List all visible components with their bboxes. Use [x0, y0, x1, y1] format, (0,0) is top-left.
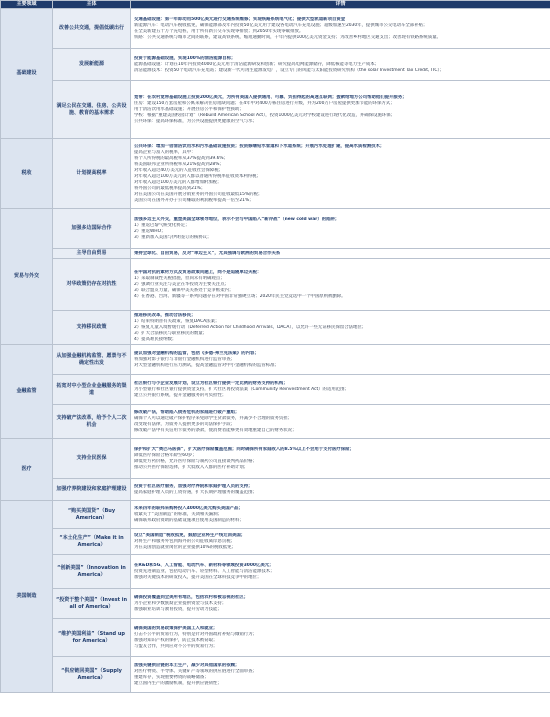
table-row	[1, 81, 550, 139]
subject-cell: “维护美国利益”（Stand up for America）	[53, 619, 131, 657]
details-cell	[131, 657, 550, 693]
detail-line: 建立公共银行系统，提升金融服务的可负担性；	[134, 392, 227, 398]
detail-line: 加强对关键技术的研发投入，提升美国在全球科技竞争中的地位；	[134, 574, 262, 580]
detail-line: 保护和扩大“奥巴马医保”，扩大医疗保险覆盖范围；同时确保所有家庭收入的8.5%以上不会用于支付医疗保险；	[134, 446, 354, 452]
detail-line: 在R&D和5G、人工智能、电动汽车、新材料等领域投资3000亿美元；	[134, 562, 274, 568]
subject-cell: 主导自由贸易	[53, 249, 131, 259]
detail-line: 新能源汽车：电动汽车税收抵免，确保能源部及年内投资50亿美元用于建设各电动汽车充电设施；超级加速至2030年，提供城市公交电动车全部补贴；	[134, 22, 428, 28]
detail-line: 将外国公司的最低税率提高到21%；	[134, 185, 206, 191]
detail-line: 为小型银行和社区银行提供资金支持，扩大社区再投资法案（Community Reinvestment Act）的适用范围；	[134, 386, 349, 392]
details-cell	[131, 249, 550, 259]
details-cell	[131, 49, 550, 81]
subject-cell: 加强多边国际合作	[53, 209, 131, 249]
section-label: 贸易与外交	[1, 209, 53, 345]
header-subject: 主体	[53, 1, 131, 9]
subject-cell: “本土化生产”（Make it in America）	[53, 529, 131, 555]
detail-line: 用于清洁饮用水基础设施；开展住房公平和保护性援助；	[134, 106, 244, 112]
detail-line: 公共环保：增加一倍清洁饮用水和污水基础设施投资；投资修缮铅水管道和下水道系统；开展污水处理扩建，提高水质检测技术；	[134, 143, 385, 149]
table-row	[1, 405, 550, 439]
table-row	[1, 501, 550, 529]
details-cell	[131, 405, 550, 439]
subject-cell: 改善公共交通，提倡低碳出行	[53, 9, 131, 49]
detail-line: 改变现有法律，为债务人提供更多的司法保护手段；	[134, 421, 235, 427]
detail-line: 对年收入超过100万美元的人群以普通所得税率征收资本利得税；	[134, 173, 261, 179]
detail-line: 1）重返巴黎气候变化协定；	[134, 222, 190, 228]
table-row	[1, 139, 550, 209]
detail-line: 修改破产法中有关信用卡债务的条款，使消费者能够更有效地重建自己的财务状况；	[134, 427, 297, 433]
subject-cell: 拓宽对中小型企业金融服务的渠道	[53, 375, 131, 405]
table-row	[1, 619, 550, 657]
subject-cell: 加强疗养院建设和家庭护理建设	[53, 479, 131, 501]
details-cell	[131, 209, 550, 249]
detail-line: 加强对知识产权的保护，防止技术被窃取；	[134, 637, 218, 643]
table-row	[1, 259, 550, 311]
details-cell	[131, 619, 550, 657]
detail-line: 在中国对抗的素材方式及贸易政策问题上，尚不是追随单边关税：	[134, 269, 262, 275]
header-domain: 主要领域	[1, 1, 53, 9]
detail-line: 为在美国创造就业岗位的企业提供10%的税收抵免；	[134, 544, 236, 550]
detail-line: 2）重返WHO；	[134, 228, 166, 234]
detail-line: 加强职业培训与教育投资，提升劳动力技能；	[134, 606, 222, 612]
subject-cell: “购买美国货”（Buy American）	[53, 501, 131, 529]
detail-line: 1）采取制裁性关税措施，但尚未有明确观点；	[134, 275, 225, 281]
detail-line: 3）重新加入美国与伊朗签订的核协议；	[134, 234, 212, 240]
details-cell	[131, 259, 550, 311]
detail-line: 将加强对影子银行与非银行金融机构进行监管审查；	[134, 356, 235, 362]
details-cell	[131, 529, 550, 555]
detail-line: 2）强调行业关注与美企在华投资为主要关注点；	[134, 281, 229, 287]
detail-line: 设立“美国制造”税收抵免，鼓励企业将生产线迁回美国；	[134, 532, 246, 538]
section-label: 基础建设	[1, 9, 53, 139]
detail-line: 1）结束特朗普有关政策，恢复DACA法案；	[134, 318, 220, 324]
table-body	[1, 9, 550, 693]
detail-line: 提高企业与富人的税率，其中：	[134, 149, 196, 155]
detail-line: 未来四年的联邦采购将投入4000亿美元购买美国产品；	[134, 505, 243, 511]
detail-line: 公共环保：提高环保标准，为公共设施提供更健康的空气与水；	[134, 118, 257, 124]
detail-line: 降低医疗保险合格年龄至60岁；	[134, 452, 197, 458]
subject-cell: 从加强金融机构监管、愿景与不确定性出发	[53, 345, 131, 375]
detail-line: 提高家庭护理人员的工资待遇，扩大长期护理服务的覆盖范围；	[134, 489, 257, 495]
subject-cell: “投资于整个美国”（Invest in all of America）	[53, 589, 131, 619]
subject-cell: 支持移民政策	[53, 311, 131, 345]
detail-line: 4）提高难民接纳数；	[134, 336, 177, 342]
detail-line: 重建库存，实现重要物资的战略储备；	[134, 674, 209, 680]
detail-line: 对年收入超过40万美元的人征收社会保障税；	[134, 167, 224, 173]
section-label: 金融监管	[1, 345, 53, 439]
detail-line: 收紧关于“美国制造”的标准，关闭相关漏洞；	[134, 511, 222, 517]
subject-cell: 满足公民在交通、住房、公共设施、教育的基本需求	[53, 81, 131, 139]
section-label: 美国制造	[1, 501, 53, 693]
details-cell	[131, 139, 550, 209]
detail-line: 降低处方药价格，允许医疗保险与制药公司直接谈判药品价格；	[134, 458, 257, 464]
detail-line: 投资于社区医疗服务，加强对疗养院和家庭护理人员的支持；	[134, 483, 253, 489]
detail-line: 确保个人可以通过破产保护程序来免除学生贷款债务，并减少不合理的债务负担；	[134, 415, 293, 421]
detail-line: 3）联合盟友力量，确保中美关系处于竞争框架内；	[134, 287, 234, 293]
details-cell	[131, 345, 550, 375]
table-row	[1, 249, 550, 259]
subject-cell: “供应链回美国”（Supply America）	[53, 657, 131, 693]
detail-line: 为小企业和少数族裔企业提供资金与技术支持；	[134, 600, 227, 606]
detail-line: 投资先进制造业，包括电动汽车、轻型材料、人工智能与清洁能源技术；	[134, 568, 275, 574]
detail-line: 对医疗物资、半导体、关键矿产等领域的供应链进行全面审查；	[134, 668, 257, 674]
details-cell	[131, 81, 550, 139]
detail-line: 确保美国的贸易政策保护美国工人和就业；	[134, 625, 218, 631]
detail-line: 对在美国公司在美国开展分销业务的外国公司征收最低15%的税；	[134, 191, 263, 197]
table-row	[1, 479, 550, 501]
subject-cell: 支持破产法改革，给予个人二次机会	[53, 405, 131, 439]
detail-line: 4）在香港、台湾、新疆等一系列问题存在对中国非常强硬立场；2020年民主党竞选中一个中国原则被删除。	[134, 293, 346, 299]
table-header-row	[1, 1, 550, 9]
detail-line: 将美国联邦企业所得税率从21%提高到28%；	[134, 161, 224, 167]
subject-cell: 计划提高税率	[53, 139, 131, 209]
detail-line: 秉持全球化、自由贸易，反对“单边主义”，尤其强调与欧洲的贸易合作关系	[134, 250, 281, 256]
detail-line: 推进移民改革，推动合法移民；	[134, 312, 196, 318]
detail-line: 宽带：在农村宽带基础设施上投资200亿美元，为所有美国人提供通用、可靠、负担得起的高速互联网；拨款给地方公司帮助他们提升服务；	[134, 94, 407, 100]
table-row	[1, 49, 550, 81]
detail-line: 对年收入超过100万美元的人群增加附加税；	[134, 179, 222, 185]
subject-cell: 发展新能源	[53, 49, 131, 81]
detail-line: 对将生产和服务外包到海外的公司征收离岸惩罚税；	[134, 538, 235, 544]
detail-line: 与盟友合作，共同应对不公平的贸易行为；	[134, 643, 218, 649]
details-cell	[131, 311, 550, 345]
detail-line: 投资于能源基础设施，实现100%的清洁能源目标；	[134, 55, 236, 61]
details-cell	[131, 501, 550, 529]
detail-line: 确保联邦政府资助的基础设施项目使用美国制造的材料；	[134, 517, 244, 523]
table-row	[1, 589, 550, 619]
detail-line: 打击不公平的贸易行为，特别是针对外国政府补贴与倾销行为；	[134, 631, 257, 637]
details-cell	[131, 589, 550, 619]
detail-line: 清洁能源技术：投资50个电动汽车充电站；建设新一代可再生能源发电厂，设立专门的风能与太阳能投资研究机构（the solar Investment Tax Credit, ITC）；	[134, 67, 445, 73]
table-row	[1, 555, 550, 589]
detail-line: 推动公共医疗保险选择，扩大低收入人群的医疗补助计划；	[134, 464, 249, 470]
details-cell	[131, 9, 550, 49]
detail-line: 住房：建设150万套房屋和公寓来解决住房短缺问题；在4年中对400万栋住房进行升级，并为200万户房屋提供更加节能的环保方式；	[134, 100, 395, 106]
detail-line: 2）恢复儿童入境暂缓行动（Deferred Action for Childhood Arrivals，DACA），以允许一些无证移民保留合法地位；	[134, 324, 367, 330]
details-cell	[131, 375, 550, 405]
detail-line: 提议加强对金融机构的监管，包括《多德-弗兰克法案》的内容；	[134, 350, 259, 356]
detail-line: 学校：根据“重建美国校园计划”（Rebuild American School Act），投资1000亿美元对学校建设进行现代化改造，并确保设施环保；	[134, 112, 396, 118]
detail-line: 能源基础设施：计划在10年内投资4000亿美元用于清洁能源研发和创新；研究提高电网能源储存，降低核能等电力生产成本；	[134, 61, 380, 67]
detail-line: 将个人所得税的最高税率从37%提高到39.6%；	[134, 155, 228, 161]
details-cell	[131, 439, 550, 479]
table-row	[1, 657, 550, 693]
header-details: 详情	[131, 1, 550, 9]
detail-line: 对大型金融机构进行压力测试，提高金融监管对中小金融机构的监管标准；	[134, 362, 279, 368]
detail-line: 交通基础设施：第一年即动用500亿美元进行交通系统维修；实现铁路系统电气化；提供大型轨道新项目资金	[134, 16, 346, 22]
table-row	[1, 209, 550, 249]
section-label: 税收	[1, 139, 53, 209]
details-cell	[131, 479, 550, 501]
detail-line: 建立国内生产的激励机制，提升供应链韧性；	[134, 680, 222, 686]
subject-cell: 对华政策仍存在对抗性	[53, 259, 131, 311]
detail-line: 确保投资覆盖到全美所有地区，包括农村和被忽视的社区；	[134, 594, 249, 600]
table-row	[1, 529, 550, 555]
detail-line: 修改破产法，帮助陷入债务危机的家庭进行破产重组；	[134, 409, 240, 415]
details-cell	[131, 555, 550, 589]
subject-cell: 支持全民医保	[53, 439, 131, 479]
subject-cell: “创新美国”（Innovation in America）	[53, 555, 131, 589]
table-row	[1, 9, 550, 49]
detail-line: 在全美新建五十万个充电桩，用于所有新公交车实现零排放；到2050年实现零碳排放。	[134, 28, 304, 34]
detail-line: 3）扩大合法移民与职业移民的数量；	[134, 330, 208, 336]
detail-line: 铁路：公共交通系统与城市之间的联系，建设高铁系统，缩短通勤时间，千年内提供100亿美元资金支持；为改善乡村地区交通支出；改善现有铁路系统质量。	[134, 34, 441, 40]
detail-line: 加强关键供应链的本土生产，减少对其他国家的依赖；	[134, 662, 240, 668]
table-row	[1, 439, 550, 479]
table-row	[1, 311, 550, 345]
table-row	[1, 345, 550, 375]
section-label: 医疗	[1, 439, 53, 501]
detail-line: 社区银行与小企业发展计划，设立为社区银行提供一定比例的财务支持的机构；	[134, 380, 288, 386]
table-row	[1, 375, 550, 405]
detail-line: 美国公司在国外开办子公司赚取的利润税率提高一倍至21%；	[134, 197, 254, 203]
detail-line: 加强多边主义外交，重塑美国全球领导地位，表示不会与中国陷入“新冷战”（new cold war）的陷阱；	[134, 216, 340, 222]
